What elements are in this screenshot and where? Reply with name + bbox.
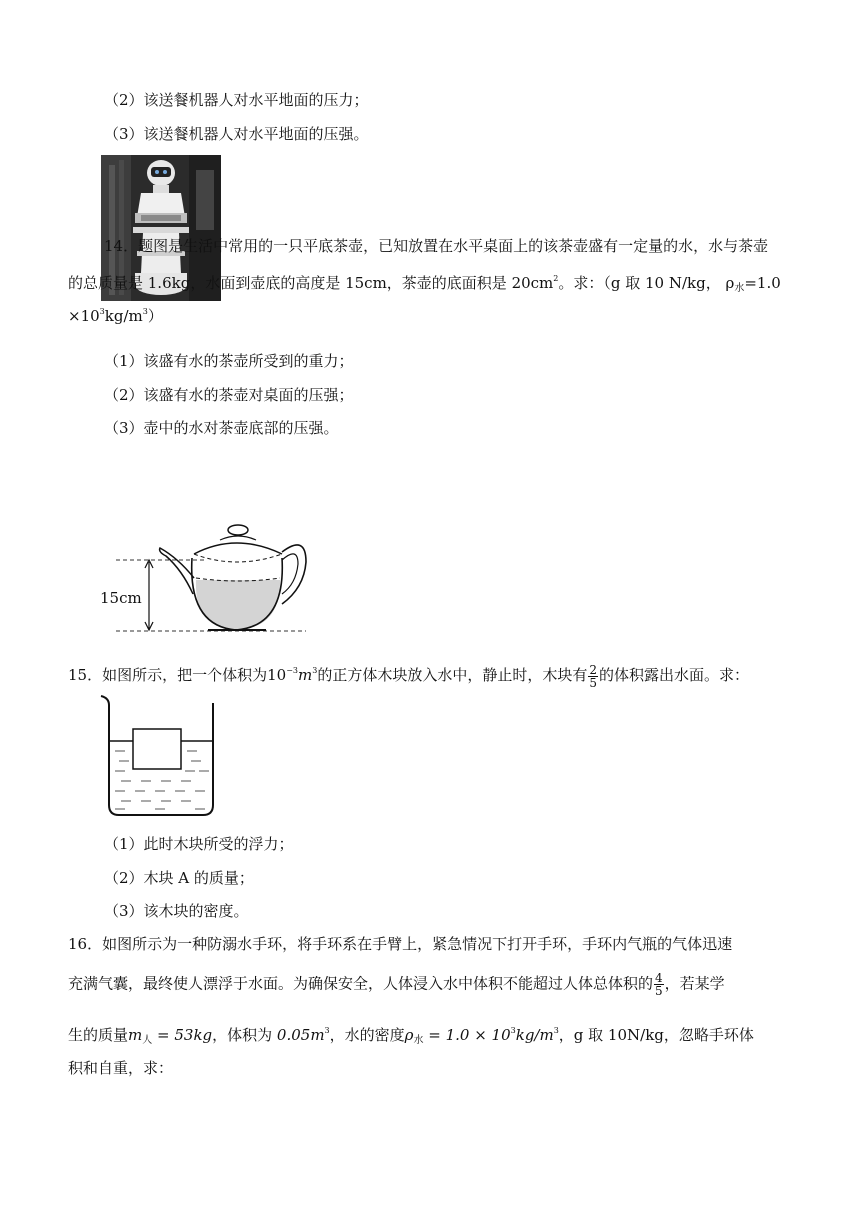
q14-line-2: 的总质量是 1.6kg，水面到壶底的高度是 15cm，茶壶的底面积是 $20cm^2$。求：（g 取 10 N/kg， $\rho_水=1.0$ [68,274,781,294]
q14-line-3: $\times 10^3kg/m^3$） [68,307,163,325]
q16-fraction: $\frac{4}{5}$ [655,971,663,998]
q15-item-2: （2）木块 A 的质量； [104,869,254,887]
q15-item-3: （3）该木块的密度。 [104,902,249,920]
q16-line-2: 充满气囊，最终使人漂浮于水面。为确保安全，人体浸入水中体积不能超过人体总体积的 $\frac{4}{5}$ ，若某学 [68,971,725,998]
teapot-figure [96,518,316,636]
q14-item-1: （1）该盛有水的茶壶所受到的重力； [104,352,354,370]
q14-item-2: （2）该盛有水的茶壶对桌面的压强； [104,386,354,404]
q15-line-1: 15．如图所示，把一个体积为$10^{-3}m^3$的正方体木块放入水中，静止时，木块有 $\frac{2}{5}$ 的体积露出水面。求： [68,662,749,690]
q14-item-3: （3）壶中的水对茶壶底部的压强。 [104,419,339,437]
q16-line-1: 16．如图所示为一种防溺水手环，将手环系在手臂上，紧急情况下打开手环，手环内气瓶的气体迅速 [68,935,733,953]
q16-line-4: 积和自重，求： [68,1059,174,1077]
q16-line-3: 生的质量$m_人 = 53kg$，体积为 $0.05m^3$，水的密度$\rho_水 = 1.0 \times 10^3kg/m^3$，g 取 10N/kg，忽略手环体 [68,1026,754,1046]
q13-item-3: （3）该送餐机器人对水平地面的压强。 [104,125,369,143]
q15-fraction: $\frac{2}{5}$ [589,662,597,690]
q13-item-2: （2）该送餐机器人对水平地面的压力； [104,91,369,109]
teapot-height-label: 15cm [100,589,142,607]
q15-item-1: （1）此时木块所受的浮力； [104,835,294,853]
q14-line-1: 14．题图是生活中常用的一只平底茶壶，已知放置在水平桌面上的该茶壶盛有一定量的水，水与茶壶 [104,237,769,255]
beaker-figure [99,693,223,819]
